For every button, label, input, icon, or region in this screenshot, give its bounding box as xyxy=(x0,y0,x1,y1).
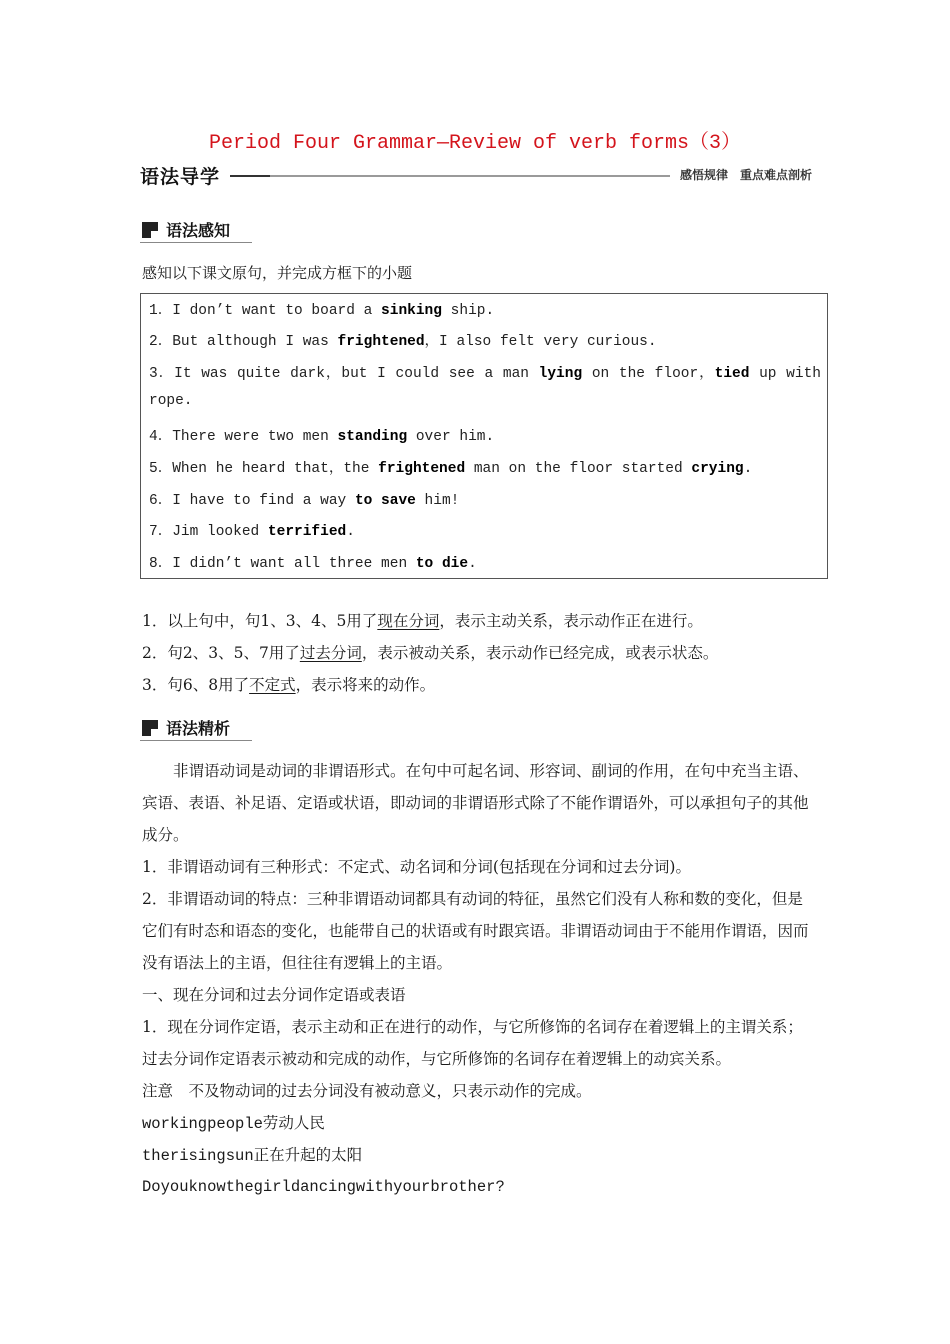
page-title: Period Four Grammar—Review of verb forms（3） xyxy=(208,132,742,155)
example-sentences-box xyxy=(140,293,828,579)
sentence-line: 8．I didn’t want all three men to die. xyxy=(149,556,477,572)
sentence-line: 5．When he heard that，the frightened man on the floor started crying. xyxy=(149,461,753,477)
sentence-line: 7．Jim looked terrified. xyxy=(149,524,355,540)
square-bullet-icon xyxy=(142,222,158,238)
square-bullet-icon xyxy=(142,720,158,736)
banner-divider-accent xyxy=(230,175,270,177)
point-1: 1．非谓语动词有三种形式：不定式、动名词和分词(包括现在分词和过去分词)。 xyxy=(142,858,691,876)
banner-divider xyxy=(230,175,670,177)
answer-fill: 现在分词 xyxy=(377,612,440,630)
banner-heading: 语法导学 xyxy=(140,166,221,188)
example-1: workingpeople劳动人民 xyxy=(142,1114,325,1133)
subheading: 一、现在分词和过去分词作定语或表语 xyxy=(142,986,406,1004)
sentence-line: 2．But although I was frightened，I also felt very curious. xyxy=(149,334,657,350)
example-2: therisingsun正在升起的太阳 xyxy=(142,1146,363,1165)
intro-text: 感知以下课文原句，并完成方框下的小题 xyxy=(142,264,413,282)
sentence-line: 4．There were two men standing over him. xyxy=(149,429,495,445)
example-3: Doyouknowthegirldancingwithyourbrother? xyxy=(142,1178,505,1196)
answer-fill: 过去分词 xyxy=(299,644,362,662)
section-label: 语法感知 xyxy=(166,221,231,240)
section-label: 语法精析 xyxy=(166,719,231,738)
sentence-line: 1．I don’t want to board a sinking ship. xyxy=(149,303,495,319)
section-heading-analysis xyxy=(140,714,252,741)
section-banner xyxy=(140,160,812,190)
answer-line: 2．句2、3、5、7用了过去分词，表示被动关系，表示动作已经完成，或表示状态。 xyxy=(142,644,719,662)
sentence-line: rope. xyxy=(149,393,193,409)
section-heading-perception xyxy=(140,216,252,243)
banner-subtitle: 感悟规律 重点难点剖析 xyxy=(679,168,812,182)
point-2: 2．非谓语动词的特点：三种非谓语动词都具有动词的特征，虽然它们没有人称和数的变化，但是它们有时态和语态的变化，也能带自己的状语或有时跟宾语。非谓语动词由于不能用作谓语，因而没有语法上的主语，但往往有逻辑上的主语。 xyxy=(142,890,809,972)
intro-paragraph: 非谓语动词是动词的非谓语形式。在句中可起名词、形容词、副词的作用，在句中充当主语、宾语、表语、补足语、定语或状语，即动词的非谓语形式除了不能作谓语外，可以承担句子的其他成分。 xyxy=(142,762,809,844)
sentence-line: 3．It was quite dark，but I could see a man lying on the floor，tied up with xyxy=(149,366,821,382)
note: 注意 不及物动词的过去分词没有被动意义，只表示动作的完成。 xyxy=(142,1082,592,1100)
answer-fill: 不定式 xyxy=(249,676,296,694)
answer-line: 1．以上句中，句1、3、4、5用了现在分词，表示主动关系，表示动作正在进行。 xyxy=(142,612,703,630)
sentence-line: 6．I have to find a way to save him! xyxy=(149,493,460,509)
sub-point-1: 1．现在分词作定语，表示主动和正在进行的动作，与它所修饰的名词存在着逻辑上的主谓关系；过去分词作定语表示被动和完成的动作，与它所修饰的名词存在着逻辑上的动宾关系。 xyxy=(142,1018,803,1068)
answer-line: 3．句6、8用了不定式，表示将来的动作。 xyxy=(142,676,436,694)
